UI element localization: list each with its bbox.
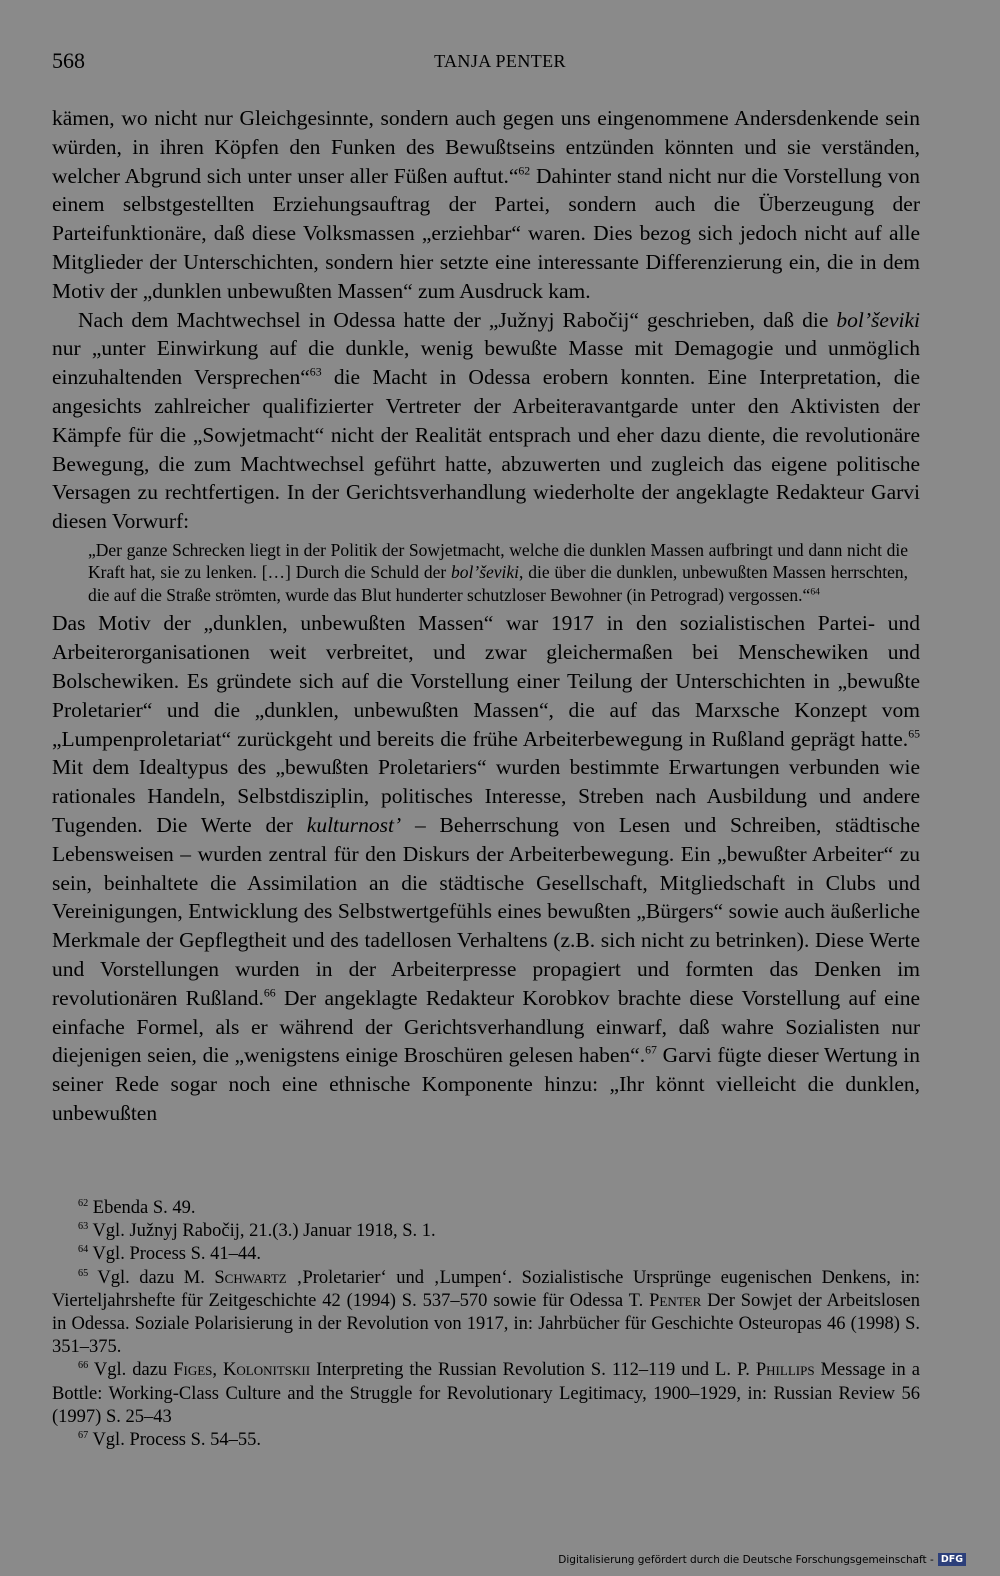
italic-term: kulturnost’	[306, 813, 402, 838]
author-name: Penter	[649, 1290, 702, 1311]
italic-term: bol’ševiki	[451, 562, 520, 583]
paragraph-1	[52, 104, 920, 306]
footnote-ref-67[interactable]: 67	[645, 1043, 657, 1058]
text-span: Dahinter stand nicht nur die Vorstellung von einem selbstgestellten Erziehungsauftrag der Partei, sondern auch die Überzeugung der Parteifunktionäre, daß diese Volksmassen „erziehbar“ waren. Dies bezog sich jedoch nicht auf alle Mitglieder der Unterschichten, sondern hier setzte eine interessante Differenzierung ein, die in dem Motiv der „dunklen unbewußten Massen“ zum Ausdruck kam.	[52, 163, 920, 303]
paragraph-2	[52, 306, 920, 536]
footnote-ref-65[interactable]: 65	[908, 726, 920, 741]
footnote-64	[52, 1243, 920, 1266]
footnote-number: 67	[78, 1429, 89, 1441]
text-span: Nach dem Machtwechsel in Odessa hatte der „Južnyj Rabočij“ geschrieben, daß die	[78, 307, 837, 332]
author-name: Figes, Kolonitskii	[173, 1360, 311, 1381]
main-text	[52, 104, 920, 1128]
footnote-number: 66	[78, 1360, 89, 1372]
author-name: Phillips	[755, 1360, 815, 1381]
footnote-text: Ebenda S. 49.	[88, 1198, 196, 1218]
footnote-ref-66[interactable]: 66	[263, 985, 276, 1000]
footnote-text: Vgl. dazu M.	[88, 1267, 215, 1288]
text-span: „Der ganze Schrecken liegt in der Politik der Sowjetmacht, welche die dunklen Massen aufbringt und dann nicht die Kraft hat, sie zu lenken. […] Durch die Schuld der	[88, 539, 908, 583]
footnote-text: ‚Proletarier‘ und ‚Lumpen‘. Sozialistische Ursprünge eugenischen Denkens, in: Vierteljahrshefte für Zeitgeschichte 42 (1994) S. 537–570 sowie für Odessa T.	[52, 1267, 920, 1311]
footnote-ref-63[interactable]: 63	[309, 364, 322, 379]
text-span: Das Motiv der „dunklen, unbewußten Massen“ war 1917 in den sozialistischen Partei- und Arbeiterorganisationen weit verbreitet, und zwar gleichermaßen bei Menschewiken und Bolschewiken. Es gründete sich auf die Vorstellung einer Teilung der Unterschichten in „bewußte Proletarier“ und die „dunklen, unbewußten Massen“, die auf das Marxsche Konzept vom „Lumpenproletariat“ zurückgeht und bereits die frühe Arbeiterbewegung in Rußland geprägt hatte.	[52, 611, 920, 751]
footnote-66	[52, 1359, 920, 1429]
footnote-62	[52, 1197, 920, 1220]
footnote-65	[52, 1267, 920, 1360]
footnote-text: Vgl. Process S. 54–55.	[88, 1430, 262, 1451]
footnote-text: Vgl. Process S. 41–44.	[88, 1244, 262, 1265]
digitization-credit	[558, 1553, 966, 1566]
footnote-number: 62	[78, 1197, 89, 1209]
text-span: Mit dem Idealtypus des „bewußten Proletariers“ wurden bestimmte Erwartungen verbunden wie rationales Handeln, Selbstdisziplin, politisches Interesse, Streben nach Ausbildung und andere Tugenden. Die Werte der	[52, 755, 920, 838]
text-span: – Beherrschung von Lesen und Schreiben, städtische Lebensweisen – wurden zentral für den Diskurs der Arbeiterbewegung. Ein „bewußter Arbeiter“ zu sein, beinhaltete die Assimilation an die städtische Gesellschaft, Mitgliedschaft in Clubs und Vereinigungen, Entwicklung des Selbstwertgefühls eines bewußten „Bürgers“ sowie auch äußerliche Merkmale der Gepflegtheit und des tadellosen Verhaltens (z.B. sich nicht zu betrinken). Diese Werte und Vorstellungen wurden in der Arbeiterpresse propagiert und formten das Denken im revolutionären Rußland.	[52, 813, 921, 1010]
running-head: TANJA PENTER	[434, 51, 566, 71]
footnote-number: 63	[78, 1221, 89, 1233]
credit-text: Digitalisierung gefördert durch die Deutsche Forschungsgemeinschaft -	[558, 1553, 934, 1566]
footnote-text: Interpreting the Russian Revolution S. 112–119 und L. P.	[310, 1360, 756, 1381]
footnote-number: 64	[78, 1244, 89, 1256]
footnote-67	[52, 1429, 920, 1452]
text-span: nur „unter Einwirkung auf die dunkle, wenig bewußte Masse mit Demagogie und unmöglich einzuhaltenden Versprechen“	[52, 336, 920, 390]
text-span: kämen, wo nicht nur Gleichgesinnte, sondern auch gegen uns eingenommene Andersdenkende sein würden, in ihren Köpfen den Funken des Bewußtseins entzünden könnten und sie verständen, welcher Abgrund sich unter unser aller Füßen auftut.“	[52, 106, 920, 188]
text-span: die Macht in Odessa erobern konnten. Eine Interpretation, die angesichts zahlreicher qualifizierter Vertreter der Arbeiteravantgarde unter den Aktivisten der Kämpfe für die „Sowjetmacht“ nicht der Realität entsprach und eher dazu diente, die revolutionäre Bewegung, die zum Machtwechsel geführt hatte, abzuwerten und zugleich das eigene politische Versagen zu rechtfertigen. In der Gerichtsverhandlung wiederholte der angeklagte Redakteur Garvi diesen Vorwurf:	[52, 365, 920, 534]
footnote-ref-64[interactable]: 64	[810, 586, 820, 598]
text-span: Der angeklagte Redakteur Korobkov brachte diese Vorstellung auf eine einfache Formel, als er während der Gerichtsverhandlung einwarf, daß wahre Sozialisten nur diejenigen seien, die „wenigstens einige Broschüren gelesen haben“.	[52, 985, 920, 1068]
text-span: , die über die dunklen, unbewußten Massen herrschten, die auf die Straße strömten, wurde das Blut hunderter schutzloser Bewohner (in Petrograd) vergossen.“	[88, 562, 908, 605]
dfg-logo: DFG	[938, 1553, 966, 1566]
footnote-text: Vgl. Južnyj Rabočij, 21.(3.) Januar 1918, S. 1.	[88, 1221, 436, 1242]
paragraph-3	[52, 609, 920, 1127]
footnote-text: Der Sowjet der Arbeitslosen in Odessa. Soziale Polarisierung in der Revolution von 1917, in: Jahrbücher für Geschichte Osteuropas 46 (1998) S. 351–375.	[52, 1290, 920, 1358]
footnote-63	[52, 1220, 920, 1243]
footnote-text: Message in a Bottle: Working-Class Culture and the Struggle for Revolutionary Legitimacy, 1900–1929, in: Russian Review 56 (1997) S. 25–43	[52, 1360, 920, 1427]
page-number: 568	[52, 48, 85, 73]
footnote-ref-62[interactable]: 62	[518, 163, 531, 178]
footnote-number: 65	[78, 1267, 89, 1279]
italic-term: bol’ševiki	[836, 307, 920, 332]
author-name: Schwartz	[214, 1267, 287, 1288]
block-quote	[88, 539, 908, 607]
footnotes	[52, 1197, 920, 1452]
footnote-text: Vgl. dazu	[88, 1360, 174, 1381]
text-span: Garvi fügte dieser Wertung in seiner Rede sogar noch eine ethnische Komponente hinzu: „Ihr könnt vielleicht die dunklen, unbewußten	[52, 1043, 920, 1125]
